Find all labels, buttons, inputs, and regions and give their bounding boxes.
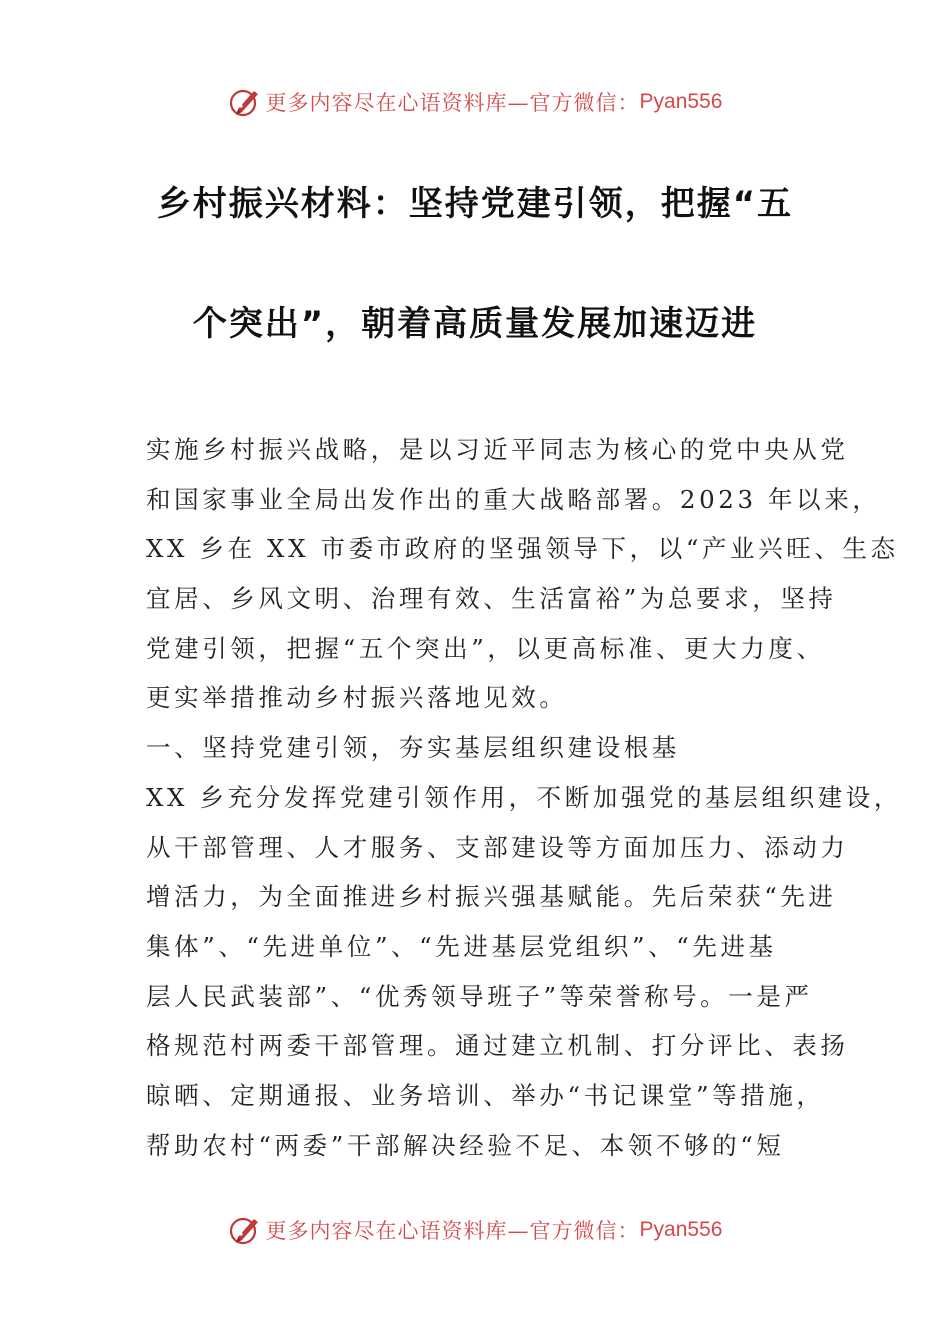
body-line: 层人民武装部”、“优秀领导班子”等荣誉称号。一是严 — [146, 981, 813, 1011]
watermark-wechat-id: Pyan556 — [639, 90, 723, 113]
body-line: 晾晒、定期通报、业务培训、举办“书记课堂”等措施， — [146, 1080, 825, 1110]
watermark-text: 更多内容尽在心语资料库—官方微信： — [265, 1219, 640, 1243]
body-line: 和国家事业全局出发作出的重大战略部署。2023 年以来， — [146, 484, 881, 514]
document-body — [146, 425, 902, 1170]
body-line: 增活力，为全面推进乡村振兴强基赋能。先后荣获“先进 — [146, 882, 837, 912]
watermark-text: 更多内容尽在心语资料库—官方微信： — [265, 91, 640, 115]
watermark-wechat-id: Pyan556 — [639, 1218, 723, 1241]
body-line: 党建引领，把握“五个突出”，以更高标准、更大力度、 — [146, 633, 825, 663]
document-title-line-1: 乡村振兴材料：坚持党建引领，把握“五 — [156, 184, 794, 224]
document-title-line-2: 个突出”，朝着高质量发展加速迈进 — [192, 304, 758, 344]
body-line: 格规范村两委干部管理。通过建立机制、打分评比、表扬 — [146, 1031, 849, 1061]
body-line: 实施乡村振兴战略，是以习近平同志为核心的党中央从党 — [146, 435, 849, 464]
watermark-header — [0, 82, 950, 122]
body-line: XX 乡在 XX 市委市政府的坚强领导下，以“产业兴旺、生态 — [146, 534, 899, 564]
body-line: 帮助农村“两委”干部解决经验不足、本领不够的“短 — [146, 1130, 785, 1160]
body-line: XX 乡充分发挥党建引领作用，不断加强党的基层组织建设， — [146, 782, 902, 812]
pen-nib-logo-icon — [228, 1213, 262, 1247]
watermark-footer — [0, 1210, 950, 1250]
body-line: 更实举措推动乡村振兴落地见效。 — [146, 683, 568, 713]
pen-nib-logo-icon — [228, 85, 262, 119]
body-line: 宜居、乡风文明、治理有效、生活富裕”为总要求，坚持 — [146, 584, 837, 614]
body-line: 从干部管理、人才服务、支部建设等方面加压力、添动力 — [146, 832, 849, 862]
body-line: 集体”、“先进单位”、“先进基层党组织”、“先进基 — [146, 931, 777, 961]
section-heading: 一、坚持党建引领，夯实基层组织建设根基 — [146, 733, 680, 763]
